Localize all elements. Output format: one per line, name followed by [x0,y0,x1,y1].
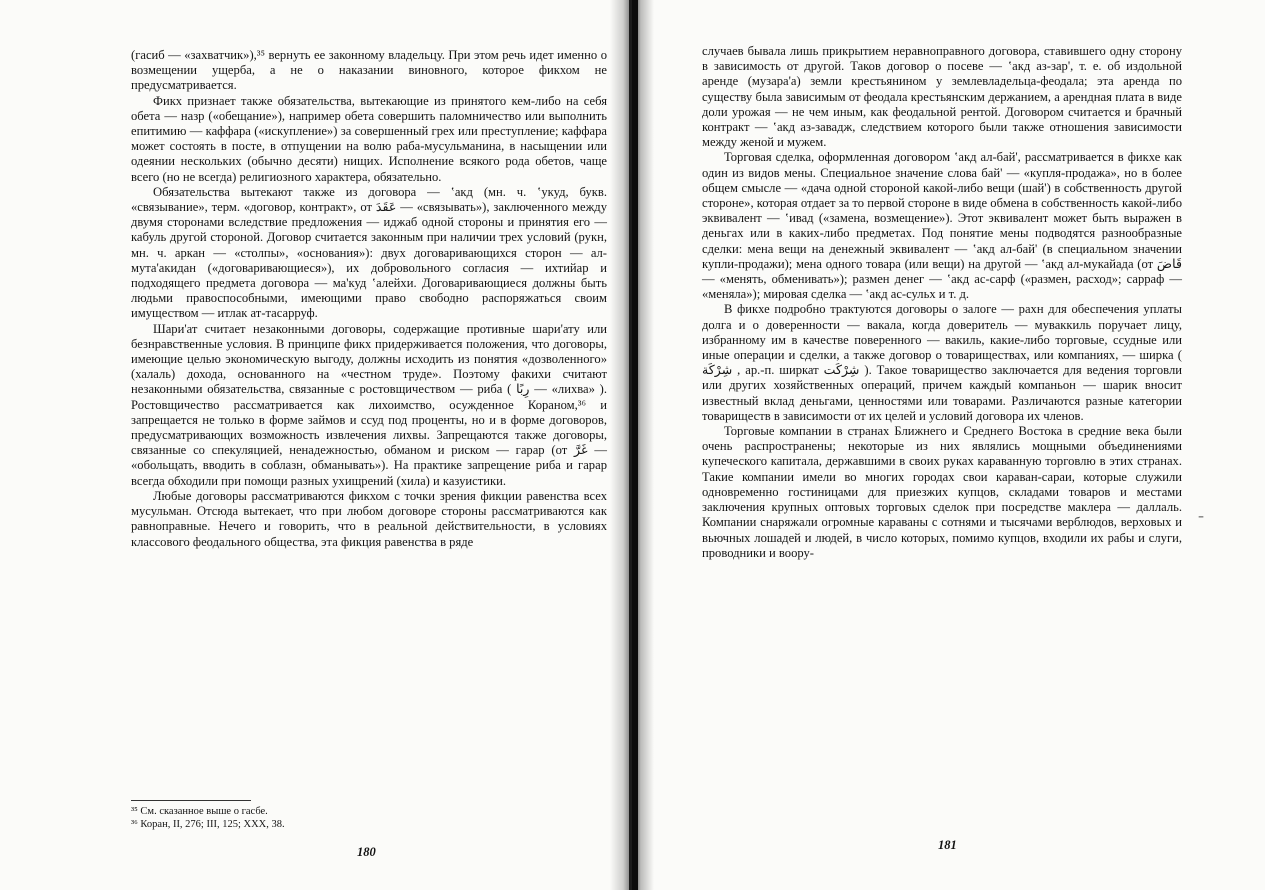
paragraph: Обязательства вытекают также из договора — ʽакд (мн. ч. ʽукуд, букв. «связывание», терм. «договор, контракт», от عَقَدَ — «связывать»), заключенного между двумя сторонами вследствие предложения — иджаб одной стороны и принятия его — кабуль другой стороной. Договор считается законным при наличии трех условий (рукн, мн. ч. аркан — «столпы», «основания»): двух договаривающихся сторон — ал-мута'акидан («договаривающиеся»), их добровольного согласия — ихтийар и подходящего предмета договора — ма'куд ʽалейхи. Договаривающиеся должны быть людьми правоспособными, имеющими право свободно распоряжаться своим имуществом — итлак ат-тасарруф. [131,184,607,321]
paragraph: (гасиб — «захватчик»),³⁵ вернуть ее законному владельцу. При этом речь идет именно о возмещении ущерба, а не о наказании виновного, которое фикхом не предусматривается. [131,48,607,93]
right-page-text [702,44,1182,561]
paragraph: В фикхе подробно трактуются договоры о залоге — рахн для обеспечения уплаты долга и о доверенности — вакала, когда доверитель — муваккиль поручает лицу, избранному им в качестве поверенного — вакиль, какие-либо торговые, ссудные или иные операции и сделки, а также договор о товариществах, или компаниях, — ширка ( شِرْكَة , ар.-п. ширкат شِرْكَت ). Такое товарищество заключается для ведения торговли или других хозяйственных операций, причем каждый компаньон — шарик вносит известный вклад деньгами, ценностями или товарами. Различаются разные категории товариществ в зависимости от их целей и условий договора их членов. [702,302,1182,423]
margin-mark: - [1198,505,1204,525]
paragraph: Торговые компании в странах Ближнего и Среднего Востока в средние века были очень распространены; некоторые из них являлись мощными объединениями купеческого капитала, державшими в своих руках караванную торговлю в этих странах. Такие компании имели во многих городах свои караван-сараи, которые служили одновременно гостиницами для приезжих купцов, складами товаров и местами заключения крупных оптовых торговых сделок при посредстве маклера — даллаль. Компании снаряжали огромные караваны с сотнями и тысячами верблюдов, верховых и вьючных лошадей и людей, в число которых, помимо купцов, входили их рабы и слуги, проводники и воору- [702,424,1182,560]
paragraph: Фикх признает также обязательства, вытекающие из принятого кем-либо на себя обета — назр («обещание»), например обета совершить паломничество или выполнить епитимию — каффара («искупление») за совершенный грех или преступление; каффара может состоять в посте, в отпущении на волю раба-мусульманина, в насыщении или одеянии нескольких (обычно десяти) нищих. Исполнение всякого рода обетов, чаще всего (но не всегда) религиозного характера, обязательно. [131,93,607,184]
footnote-divider [131,800,251,801]
page-number-right: 181 [938,838,957,852]
footnote: ³⁶ Коран, II, 276; III, 125; XXX, 38. [131,819,285,830]
paragraph: Торговая сделка, оформленная договором ʽакд ал-бай', рассматривается в фикхе как один из видов мены. Специальное значение слова бай' — «купля-продажа», но в более общем смысле — «дача одной стороной какой-либо вещи (шай') в собственность другой стороне», которая отдает за то первой стороне в виде обмена в собственность какой-либо эквивалент — ʽивад («замена, возмещение»). Этот эквивалент может быть выражен в деньгах или в каких-либо предметах. Под понятие мены подводятся разнообразные сделки: мена вещи на денежный эквивалент — ʽакд ал-бай' (в специальном значении купли-продажи); мена одного товара (или вещи) на другой — ʽакд ал-мукайада (от قَاضَ — «менять, обменивать»); размен денег — ʽакд ас-сарф («размен, расход»; сарраф — «меняла»); мировая сделка — ʽакд ас-сульх и т. д. [702,150,1182,302]
page-number-left: 180 [357,845,376,859]
footnote: ³⁵ См. сказанное выше о гасбе. [131,806,268,817]
paragraph: случаев бывала лишь прикрытием неравноправного договора, ставившего одну сторону в зависимость от другой. Таков договор о посеве — ʽакд аз-зар', т. е. об издольной аренде (музара'а) земли крестьянином у землевладельца-феодала; эта аренда по существу была зависимым от феодала крестьянским держанием, а арендная плата в виде доли урожая — не чем иным, как феодальной рентой. Договором считается и брачный контракт — ʽакд аз-завадж, следствием которого были также отношения зависимости между женой и мужем. [702,44,1182,150]
paragraph: Шари'ат считает незаконными договоры, содержащие противные шари'ату или безнравственные условия. В принципе фикх придерживается положения, что договоры, имеющие целью экономическую выгоду, должны исходить из понятия «дозволенного» (халаль) дохода, основанного на «честном труде». Поэтому факихи считают незаконными обязательства, связанные с ростовщичеством — риба ( رِبًا — «лихва» ). Ростовщичество рассматривается как лихоимство, осужденное Кораном,³⁶ и запрещается не только в форме займов и ссуд под проценты, но и в форме договоров, предусматривающих возможность извлечения лихвы. Запрещаются также договоры, связанные со спекуляцией, ненадежностью, обманом и риском — гарар (от غَرَّ — «обольщать, вводить в соблазн, обманывать»). На практике запрещение риба и гарар всегда обходили при помощи разных ухищрений (хила) и казуистики. [131,321,608,488]
footnotes [131,800,491,831]
gutter-edge-right [632,0,638,890]
paragraph: Любые договоры рассматриваются фикхом с точки зрения фикции равенства всех мусульман. Отсюда вытекает, что при любом договоре стороны рассматриваются как равноправные. Нечего и говорить, что в реальной действительности, в условиях классового феодального общества, эта фикция равенства в ряде [131,488,607,549]
left-page-text [131,48,607,550]
